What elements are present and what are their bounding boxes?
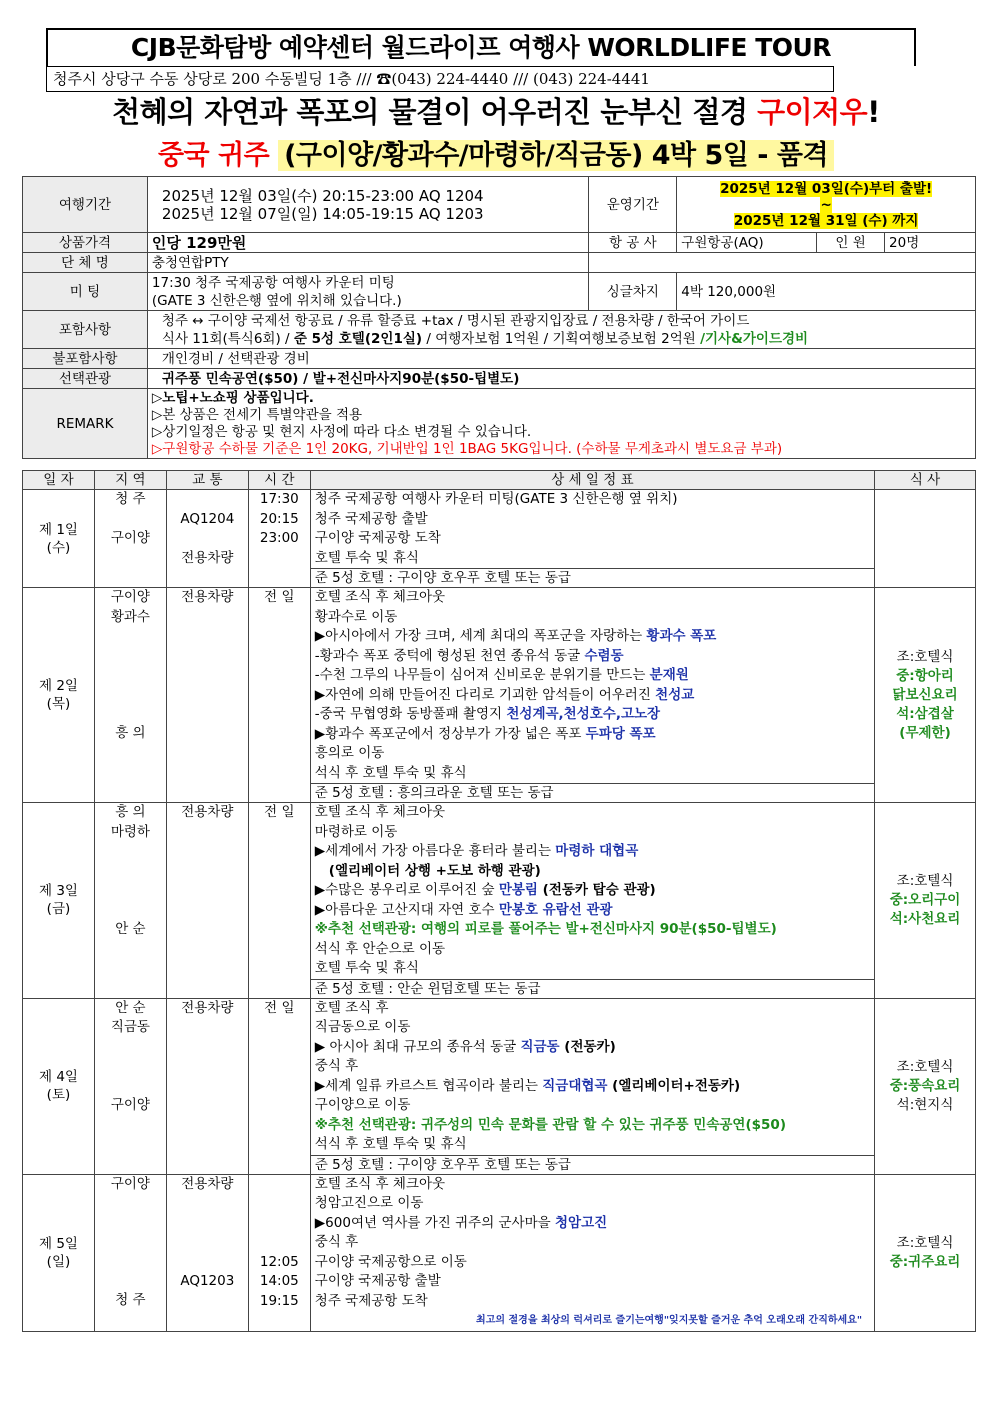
day4-meal: 조:호텔식 중:풍속요리 석:현지식: [875, 998, 976, 1174]
airline-label: 항 공 사: [589, 233, 677, 253]
single-label: 싱글차지: [589, 273, 677, 311]
day5-region: 구이양 청 주: [94, 1174, 166, 1331]
remark-value: ▷노팁+노쇼핑 상품입니다. ▷본 상품은 전세기 특별약관을 적용 ▷상기일정은 항공 및 현지 사정에 따라 다소 변경될 수 있습니다. ▷구원항공 수하물 기준은 1인 20KG, 기내반입 1인 1BAG 5KG입니다. (수하물 무게초과시 별도요금 부과): [147, 389, 975, 459]
period-label: 여행기간: [23, 177, 148, 233]
day3-hotel: 준 5성 호텔 : 안순 윈덤호텔 또는 동급: [310, 979, 874, 998]
schedule-header-row: 일 자 지 역 교 통 시 간 상 세 일 정 표 식 사: [23, 471, 976, 490]
day2-transport: 전용차량: [166, 588, 248, 803]
company-address: 청주시 상당구 수동 상당로 200 수동빌딩 1층 /// ☎(043) 224-4440 /// (043) 224-4441: [46, 66, 834, 92]
people-label: 인 원: [817, 233, 885, 253]
schedule-table: [22, 470, 976, 1332]
day3-transport: 전용차량: [166, 803, 248, 999]
day5-label: 제 5일 (일): [23, 1174, 95, 1331]
optional-label: 선택관광: [23, 369, 148, 389]
day5-time: 12:05 14:05 19:15: [248, 1174, 310, 1331]
exclude-value: 개인경비 / 선택관광 경비: [147, 349, 975, 369]
day2-detail: 호텔 조식 후 체크아웃 황과수로 이동 ▶아시아에서 가장 크며, 세계 최대의 폭포군을 자랑하는 황과수 폭포 -황과수 폭포 중턱에 형성된 천연 종유석 동굴 수렴동 -수천 그루의 나무들이 심어져 신비로운 분위기를 만드는 분재원 ▶자연에 의해 만들어진 다리로 기괴한 암석들이 어우러진 천성교 -중국 무협영화 동방풀패 촬영지 천성계곡,천성호수,고노장 ▶황과수 폭포군에서 정상부가 가장 넓은 폭포 두파당 폭포 흥의로 이동 석식 후 호텔 투숙 및 휴식: [310, 588, 874, 784]
meeting-value: 17:30 청주 국제공항 여행사 카운터 미팅 (GATE 3 신한은행 옆에 위치해 있습니다.): [147, 273, 588, 311]
day2-label: 제 2일 (목): [23, 588, 95, 803]
day4-region: 안 순 직금동 구이양: [94, 998, 166, 1174]
price-label: 상품가격: [23, 233, 148, 253]
day1-row: [23, 490, 976, 569]
day2-meal: 조:호텔식 중:항아리 닭보신요리 석:삼겹살 (무제한): [875, 588, 976, 803]
remark-label: REMARK: [23, 389, 148, 459]
tour-info-table: [22, 176, 976, 459]
optional-value: 귀주풍 민속공연($50) / 발+전신마사지90분($50-팁별도): [147, 369, 975, 389]
day5-detail: 호텔 조식 후 체크아웃 청암고진으로 이동 ▶600여년 역사를 가진 귀주의 군사마을 청암고진 중식 후 구이양 국제공항으로 이동 구이양 국제공항 출발 청주 국제공항 도착 최고의 절경을 최상의 럭셔리로 즐기는여행"잊지못할 즐거운 추억 오래오래 간직하세요": [310, 1174, 874, 1331]
day5-transport: 전용차량 AQ1203: [166, 1174, 248, 1331]
day5-meal: 조:호텔식 중:귀주요리: [875, 1174, 976, 1331]
header: [46, 28, 916, 92]
day1-time: 17:30 20:15 23:00: [248, 490, 310, 588]
sub-title: 중국 귀주 (구이양/황과수/마령하/직금동) 4박 5일 - 품격: [0, 133, 992, 172]
day4-time: 전 일: [248, 998, 310, 1174]
include-value: 청주 ↔ 구이양 국제선 항공료 / 유류 할증료 +tax / 명시된 관광지입장료 / 전용차량 / 한국어 가이드 식사 11회(특식6회) / 준 5성 호텔(2인1실) / 여행자보험 1억원 / 기획여행보증보험 2억원 /기사&가이드경비: [147, 311, 975, 349]
exclude-label: 불포함사항: [23, 349, 148, 369]
operation-period: 2025년 12월 03일(수)부터 출발! ~ 2025년 12월 31일 (수) 까지: [677, 177, 976, 233]
day1-hotel: 준 5성 호텔 : 구이양 호우푸 호텔 또는 동급: [310, 569, 874, 588]
day4-detail: 호텔 조식 후 직금동으로 이동 ▶ 아시아 최대 규모의 종유석 동굴 직금동 (전동카) 중식 후 ▶세계 일류 카르스트 협곡이라 불리는 직금대협곡 (엘리베이터+전동카) 구이양으로 이동 ※추천 선택관광: 귀주성의 민속 문화를 관람 할 수 있는 귀주풍 민속공연($50) 석식 후 호텔 투숙 및 휴식: [310, 998, 874, 1155]
day2-hotel: 준 5성 호텔 : 흥의크라운 호텔 또는 동급: [310, 784, 874, 803]
people-value: 20명: [885, 233, 976, 253]
group-value: 충청연합PTY: [147, 253, 588, 273]
price-value: 인당 129만원: [147, 233, 588, 253]
single-value: 4박 120,000원: [677, 273, 976, 311]
day2-time: 전 일: [248, 588, 310, 803]
travel-period: 2025년 12월 03일(수) 20:15-23:00 AQ 1204 2025년 12월 07일(일) 14:05-19:15 AQ 1203: [147, 177, 588, 233]
day1-label: 제 1일 (수): [23, 490, 95, 588]
company-name: CJB문화탐방 예약센터 월드라이프 여행사 WORLDLIFE TOUR: [46, 28, 916, 66]
day1-region: 청 주 구이양: [94, 490, 166, 588]
airline-value: 구원항공(AQ): [677, 233, 817, 253]
day4-hotel: 준 5성 호텔 : 구이양 호우푸 호텔 또는 동급: [310, 1155, 874, 1174]
day3-label: 제 3일 (금): [23, 803, 95, 999]
day4-row: [23, 998, 976, 1155]
day3-time: 전 일: [248, 803, 310, 999]
day1-meal: [875, 490, 976, 588]
day1-transport: AQ1204 전용차량: [166, 490, 248, 588]
day3-detail: 호텔 조식 후 체크아웃 마령하로 이동 ▶세계에서 가장 아름다운 흉터라 불리는 마령하 대협곡 (엘리베이터 상행 +도보 하행 관광) ▶수많은 봉우리로 이루어진 숲 만봉림 (전동카 탑승 관광) ▶아름다운 고산지대 자연 호수 만봉호 유람선 관광 ※추천 선택관광: 여행의 피로를 풀어주는 발+전신마사지 90분($50-팁별도) 석식 후 안순으로 이동 호텔 투숙 및 휴식: [310, 803, 874, 980]
operation-label: 운영기간: [589, 177, 677, 233]
footnote: 최고의 절경을 최상의 럭셔리로 즐기는여행"잊지못할 즐거운 추억 오래오래 간직하세요": [476, 1315, 863, 1326]
day4-label: 제 4일 (토): [23, 998, 95, 1174]
day2-row: [23, 588, 976, 784]
group-label: 단 체 명: [23, 253, 148, 273]
day5-row: [23, 1174, 976, 1331]
main-title: 천혜의 자연과 폭포의 물결이 어우러진 눈부신 절경 구이저우!: [112, 95, 880, 129]
day1-detail: 청주 국제공항 여행사 카운터 미팅(GATE 3 신한은행 옆 위치) 청주 국제공항 출발 구이양 국제공항 도착 호텔 투숙 및 휴식: [310, 490, 874, 569]
include-label: 포함사항: [23, 311, 148, 349]
day3-row: [23, 803, 976, 980]
day2-region: 구이양 황과수 흥 의: [94, 588, 166, 803]
meeting-label: 미 팅: [23, 273, 148, 311]
day3-meal: 조:호텔식 중:오리구이 석:사천요리: [875, 803, 976, 999]
day3-region: 흥 의 마령하 안 순: [94, 803, 166, 999]
day4-transport: 전용차량: [166, 998, 248, 1174]
